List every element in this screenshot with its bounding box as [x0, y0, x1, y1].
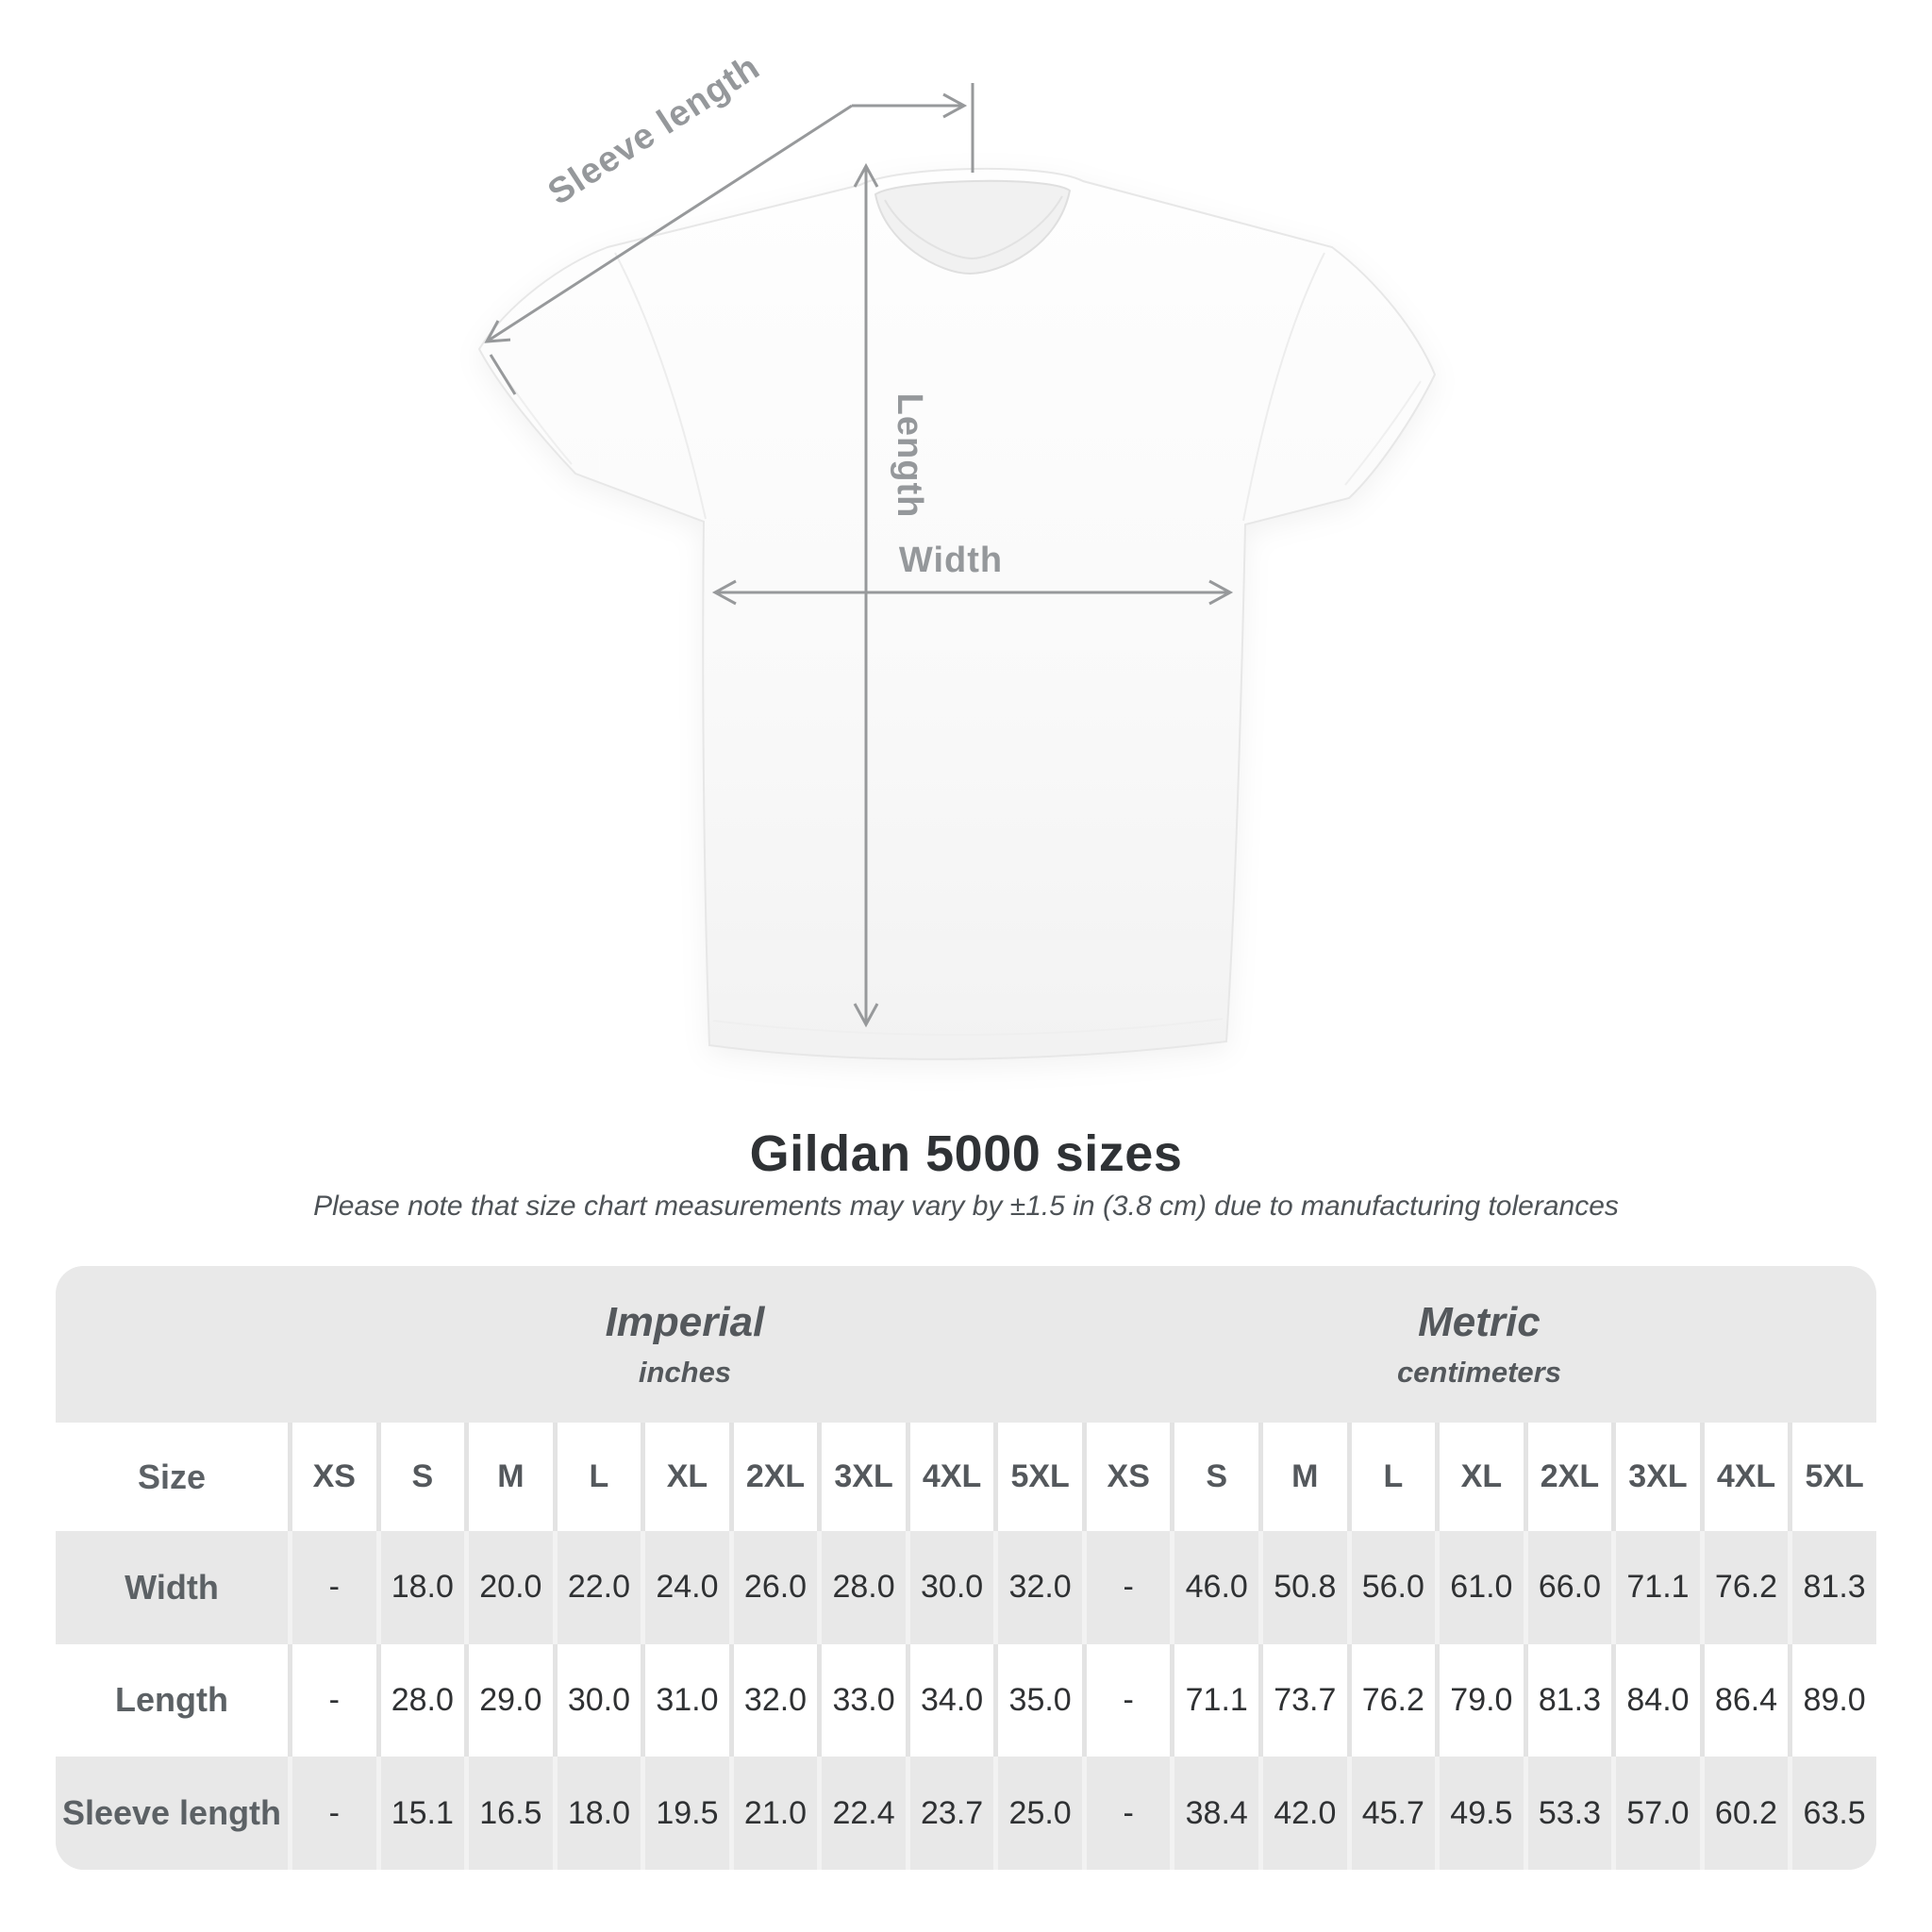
- measurement-value: 46.0: [1170, 1531, 1258, 1644]
- measurement-value: 53.3: [1524, 1757, 1612, 1870]
- measurement-value: 35.0: [993, 1644, 1082, 1757]
- size-column-header: XL: [641, 1423, 729, 1531]
- measurement-value: -: [1082, 1531, 1171, 1644]
- measurement-row-label: Width: [56, 1531, 288, 1644]
- size-chart-table: [56, 1266, 1876, 1870]
- size-column-header: 4XL: [906, 1423, 994, 1531]
- size-column-header: M: [1258, 1423, 1347, 1531]
- size-header-row: [56, 1423, 1876, 1531]
- measurement-value: 71.1: [1170, 1644, 1258, 1757]
- measurement-row: [56, 1531, 1876, 1644]
- measurement-value: 22.0: [553, 1531, 641, 1644]
- measurement-value: 33.0: [817, 1644, 906, 1757]
- measurement-value: 38.4: [1170, 1757, 1258, 1870]
- size-column-header: 2XL: [1524, 1423, 1612, 1531]
- measurement-value: -: [288, 1644, 376, 1757]
- measurement-value: 20.0: [464, 1531, 553, 1644]
- width-label: Width: [898, 541, 1004, 580]
- unit-header-row: [56, 1266, 1876, 1423]
- measurement-value: 49.5: [1435, 1757, 1524, 1870]
- size-column-title: Size: [56, 1423, 288, 1531]
- measurement-value: 26.0: [729, 1531, 818, 1644]
- measurement-value: 30.0: [553, 1644, 641, 1757]
- sleeve-length-label: Sleeve length: [541, 47, 768, 213]
- measurement-value: 29.0: [464, 1644, 553, 1757]
- size-column-header: XL: [1435, 1423, 1524, 1531]
- measurement-value: -: [288, 1531, 376, 1644]
- measurement-value: 25.0: [993, 1757, 1082, 1870]
- measurement-value: -: [1082, 1644, 1171, 1757]
- unit-group-unit: inches: [638, 1356, 732, 1389]
- metric-header-cell: [1082, 1266, 1876, 1423]
- measurement-value: 61.0: [1435, 1531, 1524, 1644]
- measurement-row: [56, 1757, 1876, 1870]
- size-column-header: M: [464, 1423, 553, 1531]
- measurement-value: 31.0: [641, 1644, 729, 1757]
- measurement-value: 18.0: [376, 1531, 465, 1644]
- unit-group-name: Imperial: [605, 1299, 765, 1345]
- table-body: [56, 1531, 1876, 1870]
- size-column-header: 4XL: [1700, 1423, 1789, 1531]
- measurement-value: 22.4: [817, 1757, 906, 1870]
- measurement-value: 79.0: [1435, 1644, 1524, 1757]
- size-column-header: 3XL: [817, 1423, 906, 1531]
- measurement-value: 50.8: [1258, 1531, 1347, 1644]
- measurement-value: 56.0: [1347, 1531, 1436, 1644]
- measurement-value: 66.0: [1524, 1531, 1612, 1644]
- measurement-value: 16.5: [464, 1757, 553, 1870]
- unit-group-name: Metric: [1418, 1299, 1541, 1345]
- measurement-value: 76.2: [1700, 1531, 1789, 1644]
- measurement-value: 32.0: [993, 1531, 1082, 1644]
- tolerance-note: Please note that size chart measurements may vary by ±1.5 in (3.8 cm) due to manufacturing tolerances: [313, 1191, 1619, 1222]
- unit-header-spacer: [56, 1266, 288, 1423]
- measurement-value: 28.0: [376, 1644, 465, 1757]
- measurement-value: 34.0: [906, 1644, 994, 1757]
- measurement-value: 84.0: [1611, 1644, 1700, 1757]
- measurement-value: -: [1082, 1757, 1171, 1870]
- size-column-header: S: [1170, 1423, 1258, 1531]
- measurement-value: 76.2: [1347, 1644, 1436, 1757]
- measurement-value: 24.0: [641, 1531, 729, 1644]
- size-column-header: XS: [1082, 1423, 1171, 1531]
- measurement-value: 18.0: [553, 1757, 641, 1870]
- measurement-value: -: [288, 1757, 376, 1870]
- size-column-header: L: [553, 1423, 641, 1531]
- measurement-value: 57.0: [1611, 1757, 1700, 1870]
- size-column-header: 2XL: [729, 1423, 818, 1531]
- page-title: Gildan 5000 sizes: [749, 1125, 1183, 1182]
- measurement-value: 15.1: [376, 1757, 465, 1870]
- measurement-value: 30.0: [906, 1531, 994, 1644]
- tshirt-silhouette: [479, 169, 1435, 1059]
- measurement-row-label: Length: [56, 1644, 288, 1757]
- length-label: Length: [890, 392, 929, 519]
- measurement-value: 63.5: [1788, 1757, 1876, 1870]
- measurement-value: 81.3: [1524, 1644, 1612, 1757]
- measurement-value: 32.0: [729, 1644, 818, 1757]
- size-column-header: XS: [288, 1423, 376, 1531]
- unit-group-unit: centimeters: [1396, 1356, 1561, 1389]
- measurement-value: 42.0: [1258, 1757, 1347, 1870]
- measurement-value: 81.3: [1788, 1531, 1876, 1644]
- measurement-row: [56, 1644, 1876, 1757]
- measurement-value: 73.7: [1258, 1644, 1347, 1757]
- size-column-header: L: [1347, 1423, 1436, 1531]
- size-chart-card: [56, 1266, 1876, 1870]
- measurement-value: 19.5: [641, 1757, 729, 1870]
- size-column-header: 5XL: [993, 1423, 1082, 1531]
- measurement-value: 89.0: [1788, 1644, 1876, 1757]
- measurement-value: 21.0: [729, 1757, 818, 1870]
- imperial-header-cell: [288, 1266, 1082, 1423]
- size-column-header: S: [376, 1423, 465, 1531]
- measurement-value: 71.1: [1611, 1531, 1700, 1644]
- tshirt-illustration: [479, 169, 1435, 1059]
- size-column-header: 3XL: [1611, 1423, 1700, 1531]
- measurement-value: 60.2: [1700, 1757, 1789, 1870]
- measurement-value: 86.4: [1700, 1644, 1789, 1757]
- measurement-value: 45.7: [1347, 1757, 1436, 1870]
- measurement-row-label: Sleeve length: [56, 1757, 288, 1870]
- measurement-value: 23.7: [906, 1757, 994, 1870]
- size-column-header: 5XL: [1788, 1423, 1876, 1531]
- measurement-value: 28.0: [817, 1531, 906, 1644]
